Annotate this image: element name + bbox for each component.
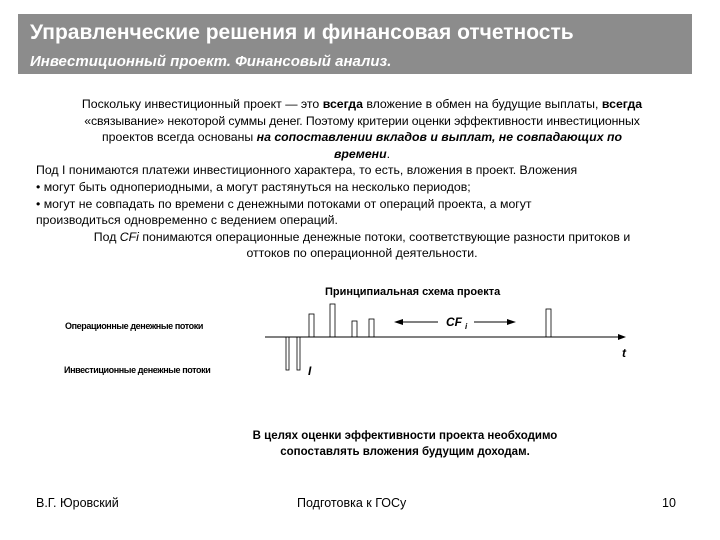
operating-flows-label: Операционные денежные потоки xyxy=(65,321,203,331)
p1-line-2: «связывание» некоторой суммы денег. Поэтому критерии оценки эффективности инвестиционных xyxy=(84,113,640,128)
time-label: t xyxy=(622,346,626,360)
bullet-2 xyxy=(36,196,688,229)
operating-bar-1 xyxy=(309,314,314,337)
p3-line-2: оттоков по операционной деятельности. xyxy=(246,246,478,261)
slide-title: Управленческие решения и финансовая отчетность xyxy=(30,21,574,44)
p1-period: . xyxy=(386,146,391,161)
cf-subscript: i xyxy=(465,322,468,331)
conclusion-text xyxy=(230,428,580,460)
bullet-2-line-1: • могут не совпадать по времени с денежными потоками от операций проекта, а могут xyxy=(36,196,532,211)
cf-label: CF xyxy=(446,315,462,329)
p1-line-3: проектов всегда основаны xyxy=(102,130,257,145)
footer-course: Подготовка к ГОСу xyxy=(297,496,407,510)
footer-page-number: 10 xyxy=(662,496,676,510)
operating-bar-4 xyxy=(369,319,374,337)
p1-emph-time: времени xyxy=(333,146,387,161)
investment-bar-2 xyxy=(297,337,300,370)
p1-emph-always-2: всегда xyxy=(601,97,643,111)
paragraph-1 xyxy=(36,96,688,162)
p3-cfi: CFi xyxy=(119,229,139,244)
operating-bar-2 xyxy=(330,304,335,337)
slide-subtitle: Инвестиционный проект. Финансовый анализ. xyxy=(30,53,392,70)
investment-label: I xyxy=(308,364,312,378)
operating-bar-5 xyxy=(546,309,551,337)
paragraph-3 xyxy=(36,229,688,262)
investment-bar-1 xyxy=(286,337,289,370)
bullet-1: • могут быть однопериодными, а могут растянуться на несколько периодов; xyxy=(36,179,471,194)
p1-text: Поскольку инвестиционный проект — это xyxy=(81,97,323,111)
diagram-title: Принципиальная схема проекта xyxy=(325,286,501,298)
cf-left-arrow-icon xyxy=(394,319,403,325)
cf-right-arrow-icon xyxy=(507,319,516,325)
p1-emph-always-1: всегда xyxy=(322,97,363,111)
p1-emph-comparison: на сопоставлении вкладов и выплат, не совпадающих по xyxy=(256,130,622,145)
time-axis-arrow-icon xyxy=(618,334,626,340)
operating-bar-3 xyxy=(352,321,357,337)
p1-text-2: вложение в обмен на будущие выплаты, xyxy=(362,97,602,111)
conclusion-line-1: В целях оценки эффективности проекта необходимо xyxy=(252,430,558,442)
p3-text: Под xyxy=(93,229,120,244)
slide-header xyxy=(18,14,692,74)
footer-author: В.Г. Юровский xyxy=(36,496,119,510)
paragraph-2: Под I понимаются платежи инвестиционного характера, то есть, вложения в проект. Вложения xyxy=(36,163,578,178)
body-text xyxy=(36,96,688,262)
conclusion-line-2: сопоставлять вложения будущим доходам. xyxy=(280,446,530,458)
bullet-2-line-2: производиться одновременно с ведением операций. xyxy=(36,213,338,228)
investment-flows-label: Инвестиционные денежные потоки xyxy=(64,365,211,375)
p3-text-2: понимаются операционные денежные потоки, соответствующие разности притоков и xyxy=(138,229,631,244)
cash-flow-diagram xyxy=(60,280,660,400)
